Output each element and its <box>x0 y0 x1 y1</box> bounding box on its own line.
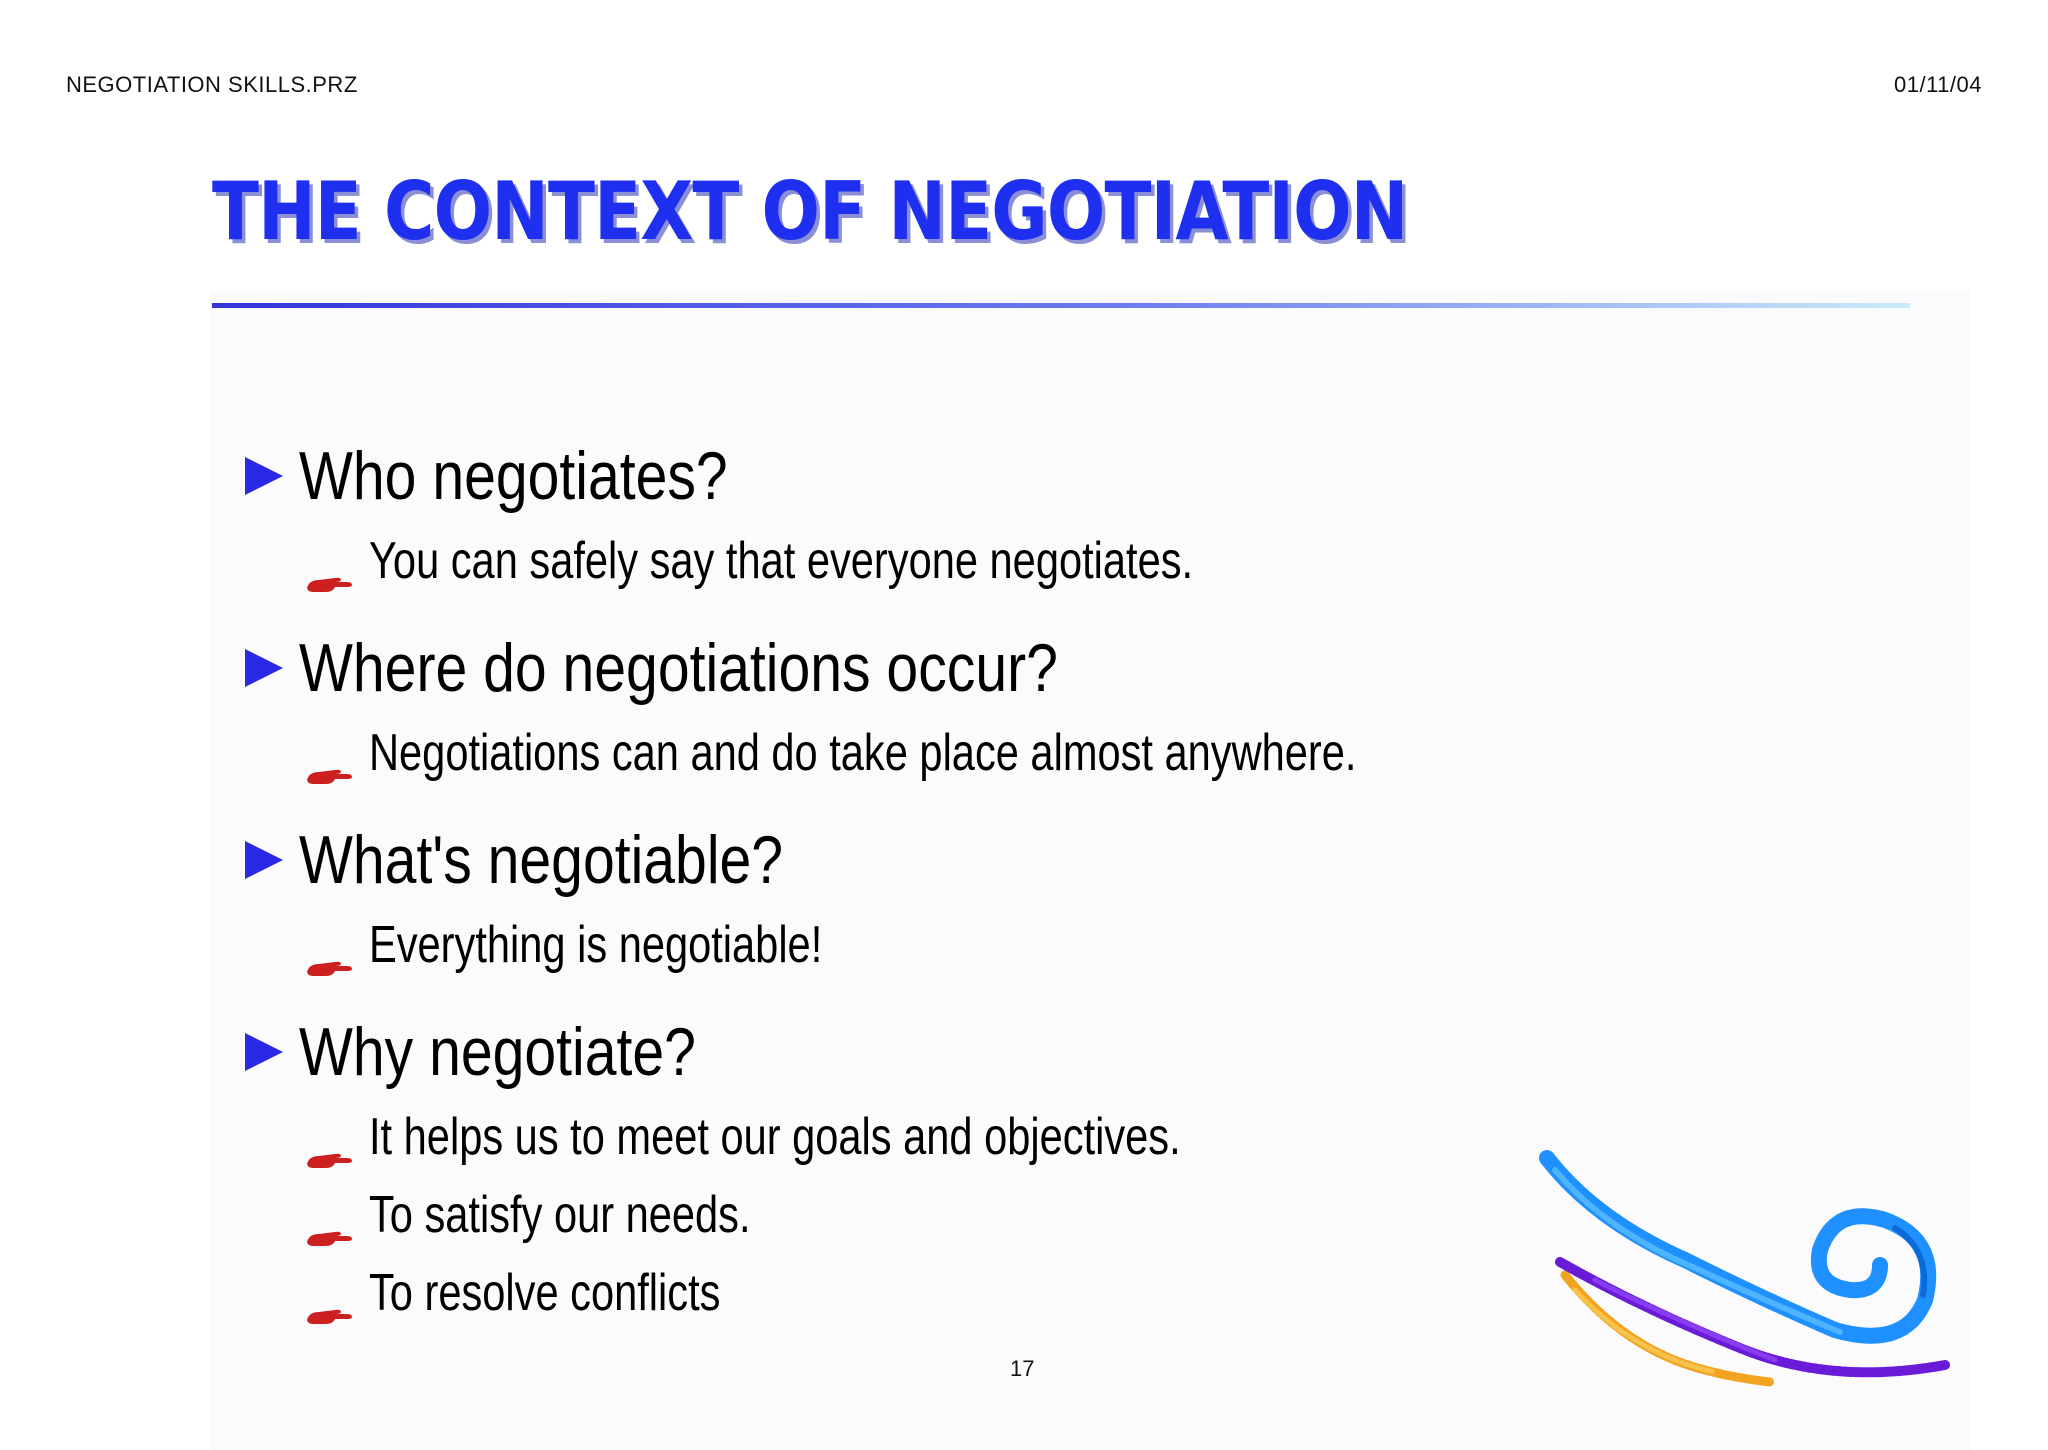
slide-title: THE CONTEXT OF NEGOTIATION <box>212 165 1408 258</box>
page-number: 17 <box>1010 1356 1035 1381</box>
answer-item <box>245 1098 1645 1176</box>
answer-text: To satisfy our needs. <box>369 1186 751 1244</box>
triangle-bullet-icon <box>245 1033 283 1071</box>
pointing-hand-icon <box>305 1203 353 1227</box>
question-item <box>245 430 1645 522</box>
answer-text: Negotiations can and do take place almost anywhere. <box>369 724 1357 782</box>
answer-text: You can safely say that everyone negotiates. <box>369 532 1194 590</box>
answer-item <box>245 1176 1645 1254</box>
title-underline <box>212 303 1910 308</box>
pointing-hand-icon <box>305 1125 353 1149</box>
question-text: Who negotiates? <box>299 438 728 514</box>
header-filename: NEGOTIATION SKILLS.PRZ <box>66 72 358 97</box>
answer-text: To resolve conflicts <box>369 1264 721 1322</box>
triangle-bullet-icon <box>245 649 283 687</box>
triangle-bullet-icon <box>245 841 283 879</box>
question-item <box>245 622 1645 714</box>
answer-text: Everything is negotiable! <box>369 916 823 974</box>
answer-item <box>245 1254 1645 1332</box>
question-text: Where do negotiations occur? <box>299 630 1058 706</box>
question-item <box>245 814 1645 906</box>
answer-item <box>245 906 1645 984</box>
answer-text: It helps us to meet our goals and objectives. <box>369 1108 1181 1166</box>
pointing-hand-icon <box>305 741 353 765</box>
answer-item <box>245 714 1645 792</box>
question-item <box>245 1006 1645 1098</box>
pointing-hand-icon <box>305 1281 353 1305</box>
question-text: What's negotiable? <box>299 822 784 898</box>
header-date: 01/11/04 <box>1893 72 1982 97</box>
answer-item <box>245 522 1645 600</box>
pointing-hand-icon <box>305 549 353 573</box>
bullet-list <box>245 430 1645 1332</box>
question-text: Why negotiate? <box>299 1014 696 1090</box>
pointing-hand-icon <box>305 933 353 957</box>
triangle-bullet-icon <box>245 457 283 495</box>
swirl-logo <box>1535 1150 1955 1410</box>
